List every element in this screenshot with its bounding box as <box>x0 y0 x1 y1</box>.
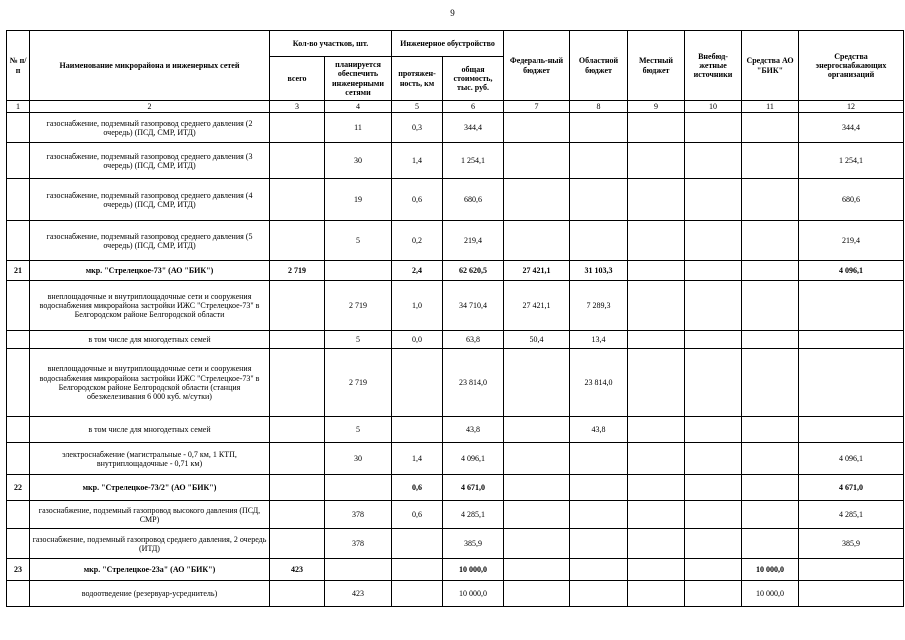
cell-bik: 10 000,0 <box>742 581 799 607</box>
cell-bik <box>742 179 799 221</box>
cell-bik <box>742 143 799 179</box>
cell-regional <box>570 501 628 529</box>
cell-plots-planned: 378 <box>325 529 392 559</box>
header-name: Наименование микрорайона и инженерных сетей <box>30 31 270 101</box>
cell-plots-planned: 5 <box>325 221 392 261</box>
cell-plots-planned: 30 <box>325 143 392 179</box>
cell-local <box>628 331 685 349</box>
cell-cost: 10 000,0 <box>443 559 504 581</box>
cell-offbudget <box>685 443 742 475</box>
cell-name: мкр. "Стрелецкое-23а" (АО "БИК") <box>30 559 270 581</box>
cell-length: 1,0 <box>392 281 443 331</box>
cell-plots-planned <box>325 261 392 281</box>
cell-plots-planned: 30 <box>325 443 392 475</box>
cell-local <box>628 113 685 143</box>
cell-local <box>628 179 685 221</box>
cell-name: водоотведение (резервуар-усреднитель) <box>30 581 270 607</box>
cell-length: 0,6 <box>392 501 443 529</box>
cell-offbudget <box>685 179 742 221</box>
table-row <box>7 529 904 559</box>
cell-local <box>628 559 685 581</box>
cell-offbudget <box>685 281 742 331</box>
cell-regional <box>570 113 628 143</box>
cell-federal: 27 421,1 <box>504 281 570 331</box>
header-offbudget: Внебюд-жетные источники <box>685 31 742 101</box>
cell-num <box>7 179 30 221</box>
cell-energy: 680,6 <box>799 179 904 221</box>
header-plots-group: Кол-во участков, шт. <box>270 31 392 57</box>
cell-offbudget <box>685 113 742 143</box>
cell-cost: 62 620,5 <box>443 261 504 281</box>
cell-cost: 1 254,1 <box>443 143 504 179</box>
cell-plots-total <box>270 529 325 559</box>
cell-name: в том числе для многодетных семей <box>30 331 270 349</box>
cell-bik <box>742 501 799 529</box>
cell-offbudget <box>685 529 742 559</box>
cell-federal <box>504 443 570 475</box>
cell-local <box>628 143 685 179</box>
cell-length: 0,2 <box>392 221 443 261</box>
cell-federal <box>504 143 570 179</box>
cell-num <box>7 417 30 443</box>
cell-length: 0,3 <box>392 113 443 143</box>
cell-regional <box>570 529 628 559</box>
header-federal: Федераль-ный бюджет <box>504 31 570 101</box>
header-energy: Средства энергоснабжающих организаций <box>799 31 904 101</box>
cell-energy: 4 096,1 <box>799 443 904 475</box>
cell-federal <box>504 501 570 529</box>
group-row <box>7 475 904 501</box>
cell-energy: 4 096,1 <box>799 261 904 281</box>
header-engineering-group: Инженерное обустройство <box>392 31 504 57</box>
group-row <box>7 261 904 281</box>
cell-cost: 63,8 <box>443 331 504 349</box>
column-number: 12 <box>799 101 904 113</box>
cell-num <box>7 113 30 143</box>
cell-plots-total <box>270 113 325 143</box>
table-row <box>7 581 904 607</box>
cell-cost: 23 814,0 <box>443 349 504 417</box>
cell-federal: 50,4 <box>504 331 570 349</box>
cell-plots-total: 423 <box>270 559 325 581</box>
cell-offbudget <box>685 417 742 443</box>
cell-cost: 4 096,1 <box>443 443 504 475</box>
cell-regional: 31 103,3 <box>570 261 628 281</box>
cell-local <box>628 501 685 529</box>
cell-num <box>7 221 30 261</box>
cell-energy: 1 254,1 <box>799 143 904 179</box>
cell-energy: 385,9 <box>799 529 904 559</box>
cell-plots-planned: 423 <box>325 581 392 607</box>
column-number: 5 <box>392 101 443 113</box>
cell-offbudget <box>685 581 742 607</box>
cell-bik <box>742 113 799 143</box>
cell-num <box>7 501 30 529</box>
cell-plots-total <box>270 501 325 529</box>
cell-federal <box>504 221 570 261</box>
cell-cost: 385,9 <box>443 529 504 559</box>
cell-plots-planned: 378 <box>325 501 392 529</box>
table-row <box>7 179 904 221</box>
cell-name: газоснабжение, подземный газопровод среднего давления (3 очередь) (ПСД, СМР, ИТД) <box>30 143 270 179</box>
cell-bik <box>742 281 799 331</box>
cell-offbudget <box>685 143 742 179</box>
cell-num: 21 <box>7 261 30 281</box>
table-row <box>7 417 904 443</box>
column-number: 11 <box>742 101 799 113</box>
cell-plots-total <box>270 443 325 475</box>
cell-plots-planned: 5 <box>325 417 392 443</box>
cell-num <box>7 581 30 607</box>
cell-plots-total: 2 719 <box>270 261 325 281</box>
cell-length <box>392 559 443 581</box>
table-row <box>7 331 904 349</box>
cell-bik <box>742 221 799 261</box>
column-number: 8 <box>570 101 628 113</box>
column-number: 10 <box>685 101 742 113</box>
cell-length <box>392 581 443 607</box>
table-row <box>7 113 904 143</box>
cell-length: 0,6 <box>392 179 443 221</box>
cell-num <box>7 281 30 331</box>
column-number: 3 <box>270 101 325 113</box>
cell-local <box>628 281 685 331</box>
cell-name: в том числе для многодетных семей <box>30 417 270 443</box>
cell-regional <box>570 475 628 501</box>
cell-plots-total <box>270 349 325 417</box>
cell-bik <box>742 331 799 349</box>
cell-plots-total <box>270 331 325 349</box>
cell-federal <box>504 559 570 581</box>
cell-length <box>392 529 443 559</box>
cell-name: газоснабжение, подземный газопровод среднего давления (5 очередь) (ПСД, СМР, ИТД) <box>30 221 270 261</box>
cell-local <box>628 475 685 501</box>
cell-name: газоснабжение, подземный газопровод среднего давления (2 очередь) (ПСД, СМР, ИТД) <box>30 113 270 143</box>
cell-energy <box>799 281 904 331</box>
column-number: 2 <box>30 101 270 113</box>
cell-name: газоснабжение, подземный газопровод среднего давления (4 очередь) (ПСД, СМР, ИТД) <box>30 179 270 221</box>
cell-regional <box>570 559 628 581</box>
cell-length <box>392 349 443 417</box>
cell-local <box>628 221 685 261</box>
cell-regional <box>570 221 628 261</box>
cell-name: мкр. "Стрелецкое-73" (АО "БИК") <box>30 261 270 281</box>
cell-regional: 43,8 <box>570 417 628 443</box>
cell-offbudget <box>685 475 742 501</box>
cell-plots-total <box>270 179 325 221</box>
cell-offbudget <box>685 559 742 581</box>
cell-plots-total <box>270 581 325 607</box>
cell-regional: 13,4 <box>570 331 628 349</box>
header-bik: Средства АО "БИК" <box>742 31 799 101</box>
cell-local <box>628 417 685 443</box>
cell-plots-total <box>270 417 325 443</box>
cell-federal <box>504 529 570 559</box>
page-number: 9 <box>450 8 455 18</box>
cell-offbudget <box>685 261 742 281</box>
cell-length: 1,4 <box>392 443 443 475</box>
cell-name: мкр. "Стрелецкое-73/2" (АО "БИК") <box>30 475 270 501</box>
cell-energy: 219,4 <box>799 221 904 261</box>
cell-cost: 4 285,1 <box>443 501 504 529</box>
column-number-row <box>7 101 904 113</box>
group-row <box>7 559 904 581</box>
header-num: № п/п <box>7 31 30 101</box>
column-number: 9 <box>628 101 685 113</box>
cell-energy <box>799 331 904 349</box>
header-regional: Областной бюджет <box>570 31 628 101</box>
cell-name: внеплощадочные и внутриплощадочные сети и сооружения водоснабжения микрорайона застройки ИЖС "Стрелецкое-73" в Белгородском районе Белгородской области (станция обезжелезивания 6 000 куб. м/сутки) <box>30 349 270 417</box>
cell-federal <box>504 581 570 607</box>
cell-num <box>7 529 30 559</box>
cell-plots-planned: 19 <box>325 179 392 221</box>
cell-bik <box>742 475 799 501</box>
cell-federal <box>504 113 570 143</box>
cell-offbudget <box>685 349 742 417</box>
cell-federal <box>504 179 570 221</box>
cell-num <box>7 349 30 417</box>
cell-energy: 4 671,0 <box>799 475 904 501</box>
cell-bik <box>742 349 799 417</box>
cell-plots-planned: 5 <box>325 331 392 349</box>
cell-name: газоснабжение, подземный газопровод высокого давления (ПСД, СМР) <box>30 501 270 529</box>
cell-regional: 7 289,3 <box>570 281 628 331</box>
cell-length: 1,4 <box>392 143 443 179</box>
cell-energy <box>799 581 904 607</box>
cell-bik <box>742 261 799 281</box>
cell-regional <box>570 581 628 607</box>
cell-cost: 219,4 <box>443 221 504 261</box>
cell-local <box>628 443 685 475</box>
cell-bik <box>742 529 799 559</box>
cell-length: 2,4 <box>392 261 443 281</box>
cell-energy <box>799 417 904 443</box>
cell-cost: 680,6 <box>443 179 504 221</box>
cell-bik <box>742 417 799 443</box>
cell-plots-planned <box>325 559 392 581</box>
cell-name: внеплощадочные и внутриплощадочные сети и сооружения водоснабжения микрорайона застройки ИЖС "Стрелецкое-73" в Белгородском районе Белгородской области <box>30 281 270 331</box>
table-row <box>7 501 904 529</box>
cell-regional <box>570 179 628 221</box>
cell-plots-total <box>270 475 325 501</box>
cell-plots-planned: 2 719 <box>325 349 392 417</box>
budget-table <box>6 30 904 607</box>
cell-bik: 10 000,0 <box>742 559 799 581</box>
cell-regional: 23 814,0 <box>570 349 628 417</box>
cell-length: 0,0 <box>392 331 443 349</box>
cell-cost: 344,4 <box>443 113 504 143</box>
table-row <box>7 281 904 331</box>
header-local: Местный бюджет <box>628 31 685 101</box>
cell-name: газоснабжение, подземный газопровод среднего давления, 2 очередь (ИТД) <box>30 529 270 559</box>
cell-bik <box>742 443 799 475</box>
cell-plots-total <box>270 281 325 331</box>
cell-energy <box>799 559 904 581</box>
column-number: 1 <box>7 101 30 113</box>
cell-energy: 344,4 <box>799 113 904 143</box>
cell-length <box>392 417 443 443</box>
cell-plots-planned: 2 719 <box>325 281 392 331</box>
cell-federal <box>504 349 570 417</box>
cell-plots-planned: 11 <box>325 113 392 143</box>
cell-energy: 4 285,1 <box>799 501 904 529</box>
cell-offbudget <box>685 501 742 529</box>
cell-federal <box>504 417 570 443</box>
cell-offbudget <box>685 331 742 349</box>
cell-num: 22 <box>7 475 30 501</box>
header-eng-length: протяжен-ность, км <box>392 57 443 101</box>
cell-federal: 27 421,1 <box>504 261 570 281</box>
column-number: 6 <box>443 101 504 113</box>
cell-num: 23 <box>7 559 30 581</box>
cell-plots-total <box>270 221 325 261</box>
cell-regional <box>570 143 628 179</box>
cell-energy <box>799 349 904 417</box>
cell-federal <box>504 475 570 501</box>
header-plots-total: всего <box>270 57 325 101</box>
cell-cost: 10 000,0 <box>443 581 504 607</box>
table-row <box>7 221 904 261</box>
cell-cost: 4 671,0 <box>443 475 504 501</box>
cell-name: электроснабжение (магистральные - 0,7 км, 1 КТП, внутриплощадочные - 0,71 км) <box>30 443 270 475</box>
cell-plots-planned <box>325 475 392 501</box>
cell-cost: 43,8 <box>443 417 504 443</box>
cell-plots-total <box>270 143 325 179</box>
cell-num <box>7 331 30 349</box>
table-row <box>7 349 904 417</box>
cell-num <box>7 143 30 179</box>
cell-regional <box>570 443 628 475</box>
header-eng-cost: общая стоимость, тыс. руб. <box>443 57 504 101</box>
cell-local <box>628 529 685 559</box>
table-row <box>7 143 904 179</box>
cell-cost: 34 710,4 <box>443 281 504 331</box>
column-number: 7 <box>504 101 570 113</box>
column-number: 4 <box>325 101 392 113</box>
cell-local <box>628 261 685 281</box>
header-plots-planned: планируется обеспечить инженерными сетями <box>325 57 392 101</box>
cell-length: 0,6 <box>392 475 443 501</box>
cell-local <box>628 581 685 607</box>
cell-offbudget <box>685 221 742 261</box>
table-row <box>7 443 904 475</box>
cell-num <box>7 443 30 475</box>
cell-local <box>628 349 685 417</box>
